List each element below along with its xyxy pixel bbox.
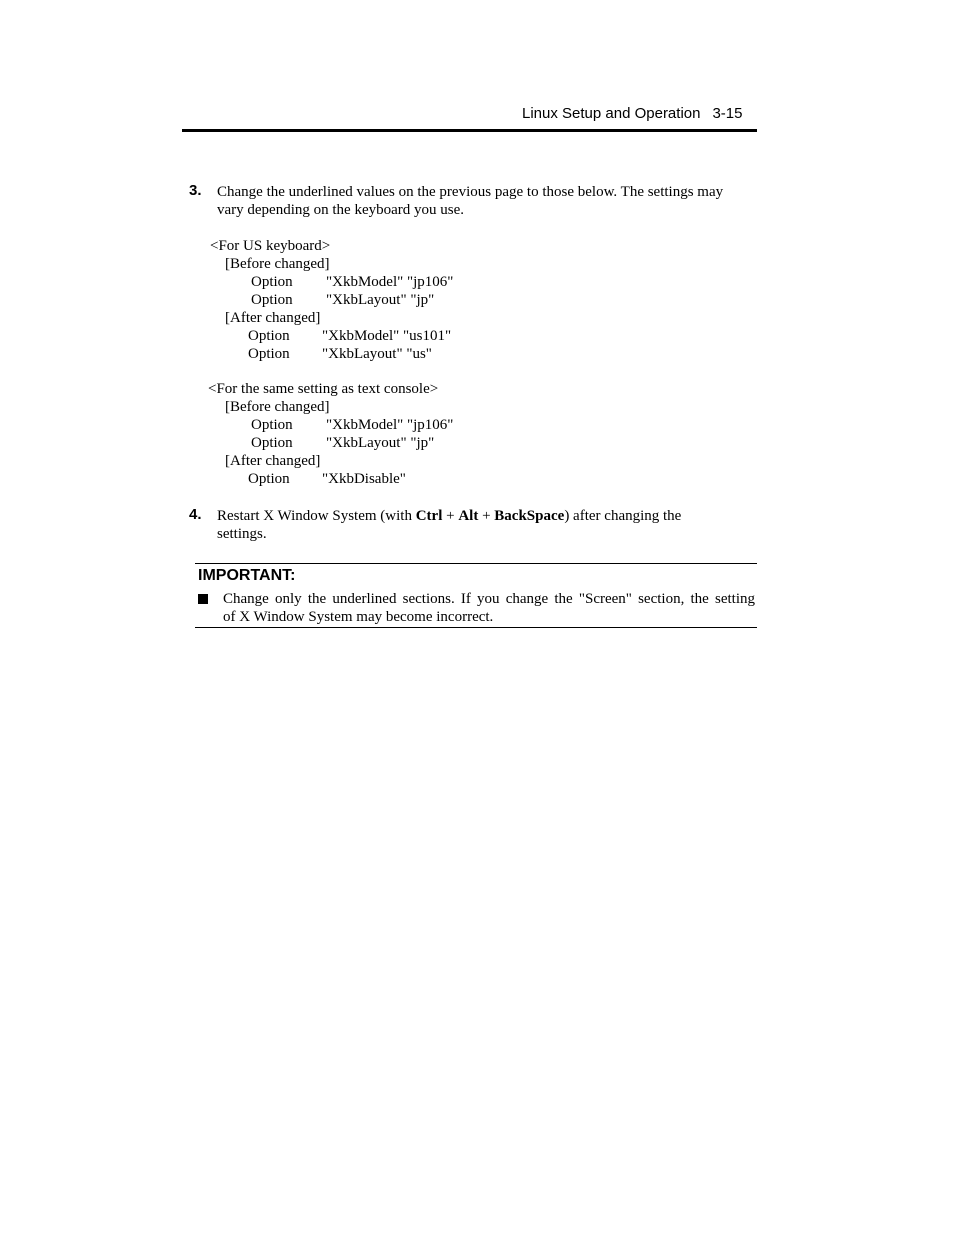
- step-4-line-1: [217, 507, 757, 525]
- console-before-label: [Before changed]: [225, 399, 330, 415]
- step-3-text: [217, 183, 757, 219]
- step-3-line-2: vary depending on the keyboard you use.: [217, 202, 465, 218]
- page-number: 3-15: [712, 105, 743, 122]
- console-before-option-2-keyword: Option: [251, 435, 293, 451]
- console-after-option-1-keyword: Option: [248, 471, 290, 487]
- console-before-option-1-keyword: Option: [251, 417, 293, 433]
- us-keyboard-heading: <For US keyboard>: [210, 238, 331, 254]
- console-after-option-1-value: "XkbDisable": [322, 471, 406, 487]
- important-bottom-rule: [195, 627, 757, 628]
- us-before-option-2-keyword: Option: [251, 292, 293, 308]
- important-line-1: Change only the underlined sections. If you change the "Screen" section, the setting: [223, 591, 755, 607]
- important-line-2: of X Window System may become incorrect.: [223, 609, 494, 625]
- header-title: Linux Setup and Operation: [522, 105, 701, 122]
- header-rule: [182, 129, 757, 132]
- page-header: [522, 105, 743, 123]
- us-after-label: [After changed]: [225, 310, 321, 326]
- console-after-label: [After changed]: [225, 453, 321, 469]
- us-after-option-1-keyword: Option: [248, 328, 290, 344]
- step-3-line-1: Change the underlined values on the previous page to those below. The settings may: [217, 184, 724, 200]
- plus-2: +: [478, 508, 495, 524]
- us-before-label: [Before changed]: [225, 256, 330, 272]
- us-after-option-1-value: "XkbModel" "us101": [322, 328, 452, 344]
- backspace-key: BackSpace: [494, 508, 565, 524]
- important-title: IMPORTANT:: [198, 567, 296, 584]
- us-before-option-2-value: "XkbLayout" "jp": [326, 292, 435, 308]
- console-before-option-1-value: "XkbModel" "jp106": [326, 417, 454, 433]
- ctrl-key: Ctrl: [415, 508, 443, 524]
- square-bullet-icon: [198, 594, 208, 604]
- step-4-post: ) after changing the: [564, 508, 682, 524]
- step-4-line-2: settings.: [217, 526, 267, 542]
- step-4-number: 4.: [189, 506, 202, 523]
- step-4-pre: Restart X Window System (with: [217, 508, 416, 524]
- us-after-option-2-keyword: Option: [248, 346, 290, 362]
- us-after-option-2-value: "XkbLayout" "us": [322, 346, 432, 362]
- console-before-option-2-value: "XkbLayout" "jp": [326, 435, 435, 451]
- important-text: [223, 590, 755, 626]
- step-4-text: [217, 507, 757, 543]
- us-before-option-1-value: "XkbModel" "jp106": [326, 274, 454, 290]
- plus-1: +: [442, 508, 459, 524]
- alt-key: Alt: [458, 508, 479, 524]
- text-console-heading: <For the same setting as text console>: [208, 381, 439, 397]
- us-before-option-1-keyword: Option: [251, 274, 293, 290]
- important-top-rule: [195, 563, 757, 564]
- step-3-number: 3.: [189, 182, 202, 199]
